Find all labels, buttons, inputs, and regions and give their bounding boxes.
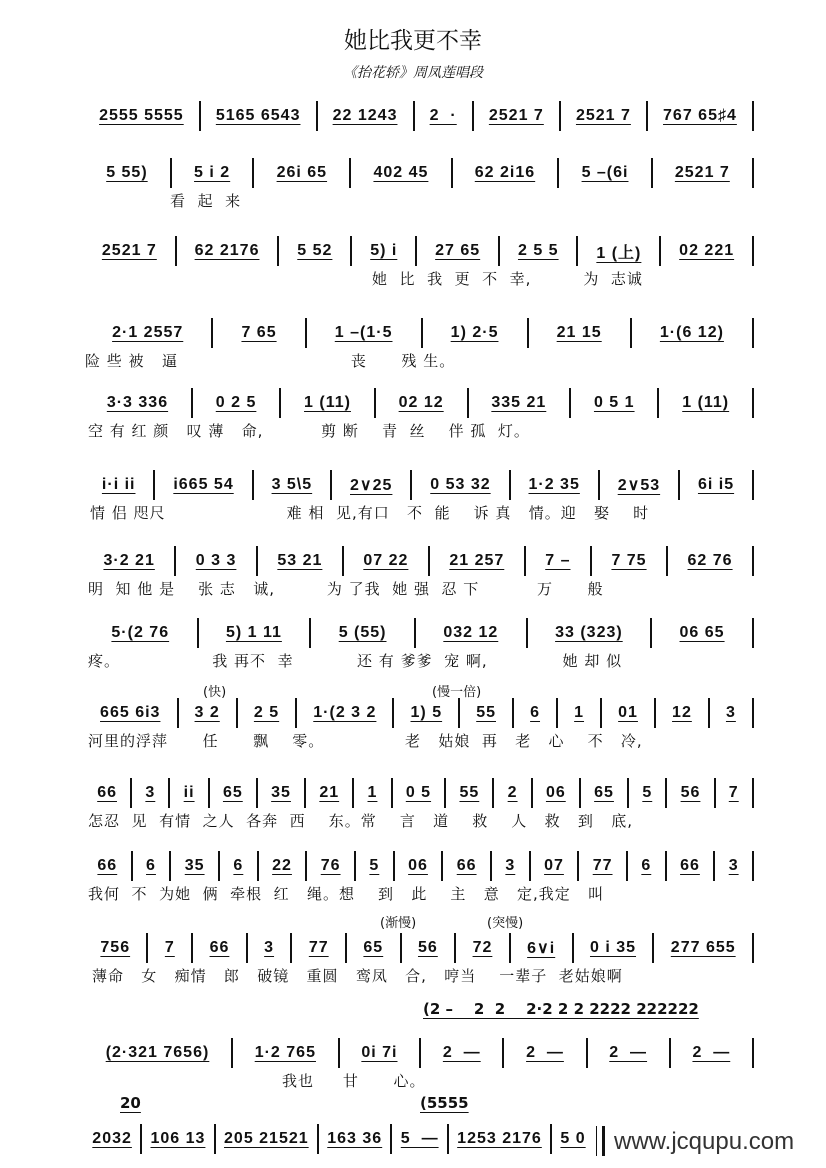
measure: 5) i [370,242,398,259]
measure: 06 [545,784,566,801]
measure: 1 [574,704,585,721]
measure: 0i 7i [361,1044,398,1061]
measure: 07 22 [363,552,409,569]
measure: 0 5 1 [593,394,635,411]
lyrics-line: 我何 不 为她 俩 牵根 红 绳。想 到 此 主 意 定,我定 叫 [88,885,605,903]
measure: 3·2 21 [103,552,155,569]
tempo-mark-fast: (快) [203,685,227,700]
measure: 756 [100,939,131,956]
measure: 3 5\5 [271,476,313,493]
measure: 0 2 5 [215,394,257,411]
measure: 3·3 336 [106,394,169,411]
final-double-barline [596,1126,605,1156]
measure: 1·(6 12) [659,324,724,341]
measure: 2∨25 [350,477,393,494]
score-row [84,160,754,186]
score-row [84,238,754,264]
lyrics-line: 看 起 来 [170,192,242,210]
measure: 66 [680,857,700,874]
measure: (2·321 7656) [105,1044,210,1061]
measure: 56 [417,939,438,956]
measure: 53 21 [277,552,323,569]
measure: 62 76 [687,552,733,569]
measure: 1) 2·5 [450,324,499,341]
measure: 665 6i3 [100,704,161,721]
lyrics-line: 怎忍 见 有情 之人 各奔 西 东。常 言 道 救 人 救 到 底, [88,812,633,830]
measure: 2 · [429,107,457,124]
measure: i665 54 [173,476,234,493]
ending-top-right-notes: (5555 [420,1094,469,1112]
lyrics-line: 疼。 我 再不 幸 还 有 爹爹 宠 啊, 她 却 似 [88,652,623,670]
measure: 06 65 [679,624,725,641]
measure: 3 [505,857,516,874]
measure: 66 [209,939,230,956]
measure: 6i i5 [697,476,735,493]
measure: 6 [530,704,541,721]
measure: 3 [728,857,739,874]
measure: 2 — [442,1044,481,1061]
measure: 06 [408,857,428,874]
lyrics-line: 我也 甘 心。 [282,1072,426,1090]
measure: 5 52 [297,242,333,259]
measure: 72 [472,939,493,956]
measure: 21 15 [556,324,602,341]
measure: ii [183,784,195,801]
barline [752,546,754,576]
measure: 3 [725,704,736,721]
upper-voice-line: (2 – 2 2 2·2 2 2 2222 222222 [423,1000,699,1018]
measure: 12 [672,704,692,721]
measure: 62 2i16 [474,164,536,181]
measure: 1 [367,784,378,801]
measure: 205 21521 [224,1130,309,1147]
measure: 62 2176 [194,242,260,259]
lyrics-line: 明 知 他 是 张 志 诚, 为 了我 她 强 忍 下 万 般 [88,580,604,598]
song-title: 她比我更不幸 [344,28,482,54]
measure: 55 [476,704,496,721]
score-row [84,548,754,574]
measure: 66 [97,784,117,801]
score-row [84,390,754,416]
barline [752,318,754,348]
measure: 35 [271,784,291,801]
measure: 76 [320,857,341,874]
measure: 6 [146,857,156,874]
lyrics-line: 险 些 被 逼 丧 残 生。 [85,352,456,370]
measure: 65 [222,784,243,801]
measure: 56 [680,784,701,801]
measure: 1 –(1·5 [334,324,393,341]
measure: 21 [319,784,340,801]
measure: 2 5 5 [517,242,559,259]
score-row [84,103,754,129]
measure: 2521 7 [101,242,157,259]
measure: 1·2 765 [254,1044,316,1061]
measure: 5 i 2 [194,164,231,181]
measure: 402 45 [373,164,429,181]
score-row [84,620,754,646]
measure: 2521 7 [488,107,544,124]
measure: 66 [97,857,118,874]
measure: 7 [728,784,739,801]
score-row [84,780,754,806]
measure: 0 53 32 [430,476,491,493]
barline [752,470,754,500]
lyrics-line: 薄命 女 痴情 郎 破镜 重圆 鸾凤 合, 哼当 一辈子 老姑娘啊 [92,967,623,985]
measure: 7 [164,939,175,956]
measure: 26i 65 [276,164,328,181]
measure: 2 — [692,1044,731,1061]
measure: 1·2 35 [528,476,580,493]
measure: 2521 7 [575,107,631,124]
score-row [84,472,754,498]
measure: 0 i 35 [589,939,637,956]
measure: 2 — [609,1044,648,1061]
barline [752,236,754,266]
measure: 1 (上) [596,244,642,262]
tempo-mark-gradual: (渐慢) [380,916,417,931]
measure: 07 [544,857,564,874]
measure: 5 (55) [338,624,387,641]
barline [752,851,754,881]
barline [752,1038,754,1068]
measure: 106 13 [150,1130,206,1147]
measure: 77 [592,857,613,874]
measure: 1253 2176 [457,1130,542,1147]
measure: 7 – [545,552,571,569]
measure: 335 21 [491,394,547,411]
song-subtitle: 《抬花轿》周凤莲唱段 [343,65,483,81]
barline [752,101,754,131]
lyrics-line: 河里的浮萍 任 飘 零。 老 姑娘 再 老 心 不 冷, [88,732,643,750]
measure: 2032 [92,1130,132,1147]
measure: 5165 6543 [215,107,301,124]
measure: 5) 1 11 [225,624,282,641]
measure: 3 [264,939,275,956]
ending-top-notes: 20 [120,1094,141,1112]
barline [752,698,754,728]
measure: 2·1 2557 [112,324,184,341]
measure: 6 [233,857,244,874]
measure: 77 [308,939,329,956]
score-row [84,700,754,726]
measure: 1 (11) [682,394,730,411]
score-row [84,1040,754,1066]
barline [752,933,754,963]
measure: 27 65 [435,242,481,259]
measure: 0 3 3 [195,552,237,569]
score-row [84,320,754,346]
lyrics-line: 情 侣 咫尺 难 相 见,有口 不 能 诉 真 情。迎 娶 时 [90,504,650,522]
measure: 2∨53 [617,477,661,494]
measure: 1 (11) [304,394,351,411]
barline [752,618,754,648]
measure: 02 12 [398,394,444,411]
measure: 5 0 [560,1130,586,1147]
measure: 1) 5 [410,704,443,721]
measure: 7 75 [611,552,647,569]
measure: 55 [459,784,480,801]
measure: 2 [507,784,518,801]
measure: 277 655 [670,939,736,956]
measure: 032 12 [443,624,499,641]
score-row [84,853,754,879]
lyrics-line: 她 比 我 更 不 幸, 为 志诚 [372,270,643,288]
measure: 66 [456,857,477,874]
lyrics-line: 空 有 红 颜 叹 薄 命, 剪 断 青 丝 伴 孤 灯。 [88,422,530,440]
score-row [84,935,754,961]
barline [752,778,754,808]
measure: 22 1243 [332,107,398,124]
measure: 01 [618,704,638,721]
measure: 0 5 [405,784,432,801]
score-row [84,1126,594,1152]
measure: 02 221 [679,242,735,259]
measure: i·i ii [101,476,136,493]
measure: 7 65 [241,324,277,341]
barline [752,388,754,418]
measure: 6 [641,857,652,874]
measure: 33 (323) [555,624,623,641]
measure: 35 [184,857,205,874]
measure: 65 [594,784,614,801]
tempo-mark-slower: (慢一倍) [432,685,482,700]
measure: 65 [363,939,384,956]
measure: 2 — [526,1044,564,1061]
measure: 6∨i [527,940,556,957]
measure: 21 257 [449,552,505,569]
measure: 1·(2 3 2 [313,704,377,721]
barline [752,158,754,188]
measure: 5 [642,784,653,801]
measure: 2521 7 [674,164,730,181]
tempo-mark-sudden: (突慢) [487,916,524,931]
measure: 5 [369,857,380,874]
measure: 5 — [400,1130,439,1147]
measure: 2 5 [253,704,280,721]
measure: 2555 5555 [99,107,184,124]
measure: 3 [145,784,156,801]
measure: 767 65♯4 [663,107,737,124]
measure: 5·(2 76 [111,624,170,641]
measure: 3 2 [194,704,220,721]
measure: 5 –(6i [581,164,629,181]
measure: 22 [272,857,292,874]
watermark: www.jcqupu.com [614,1128,795,1155]
measure: 5 55) [106,164,148,181]
measure: 163 36 [327,1130,383,1147]
